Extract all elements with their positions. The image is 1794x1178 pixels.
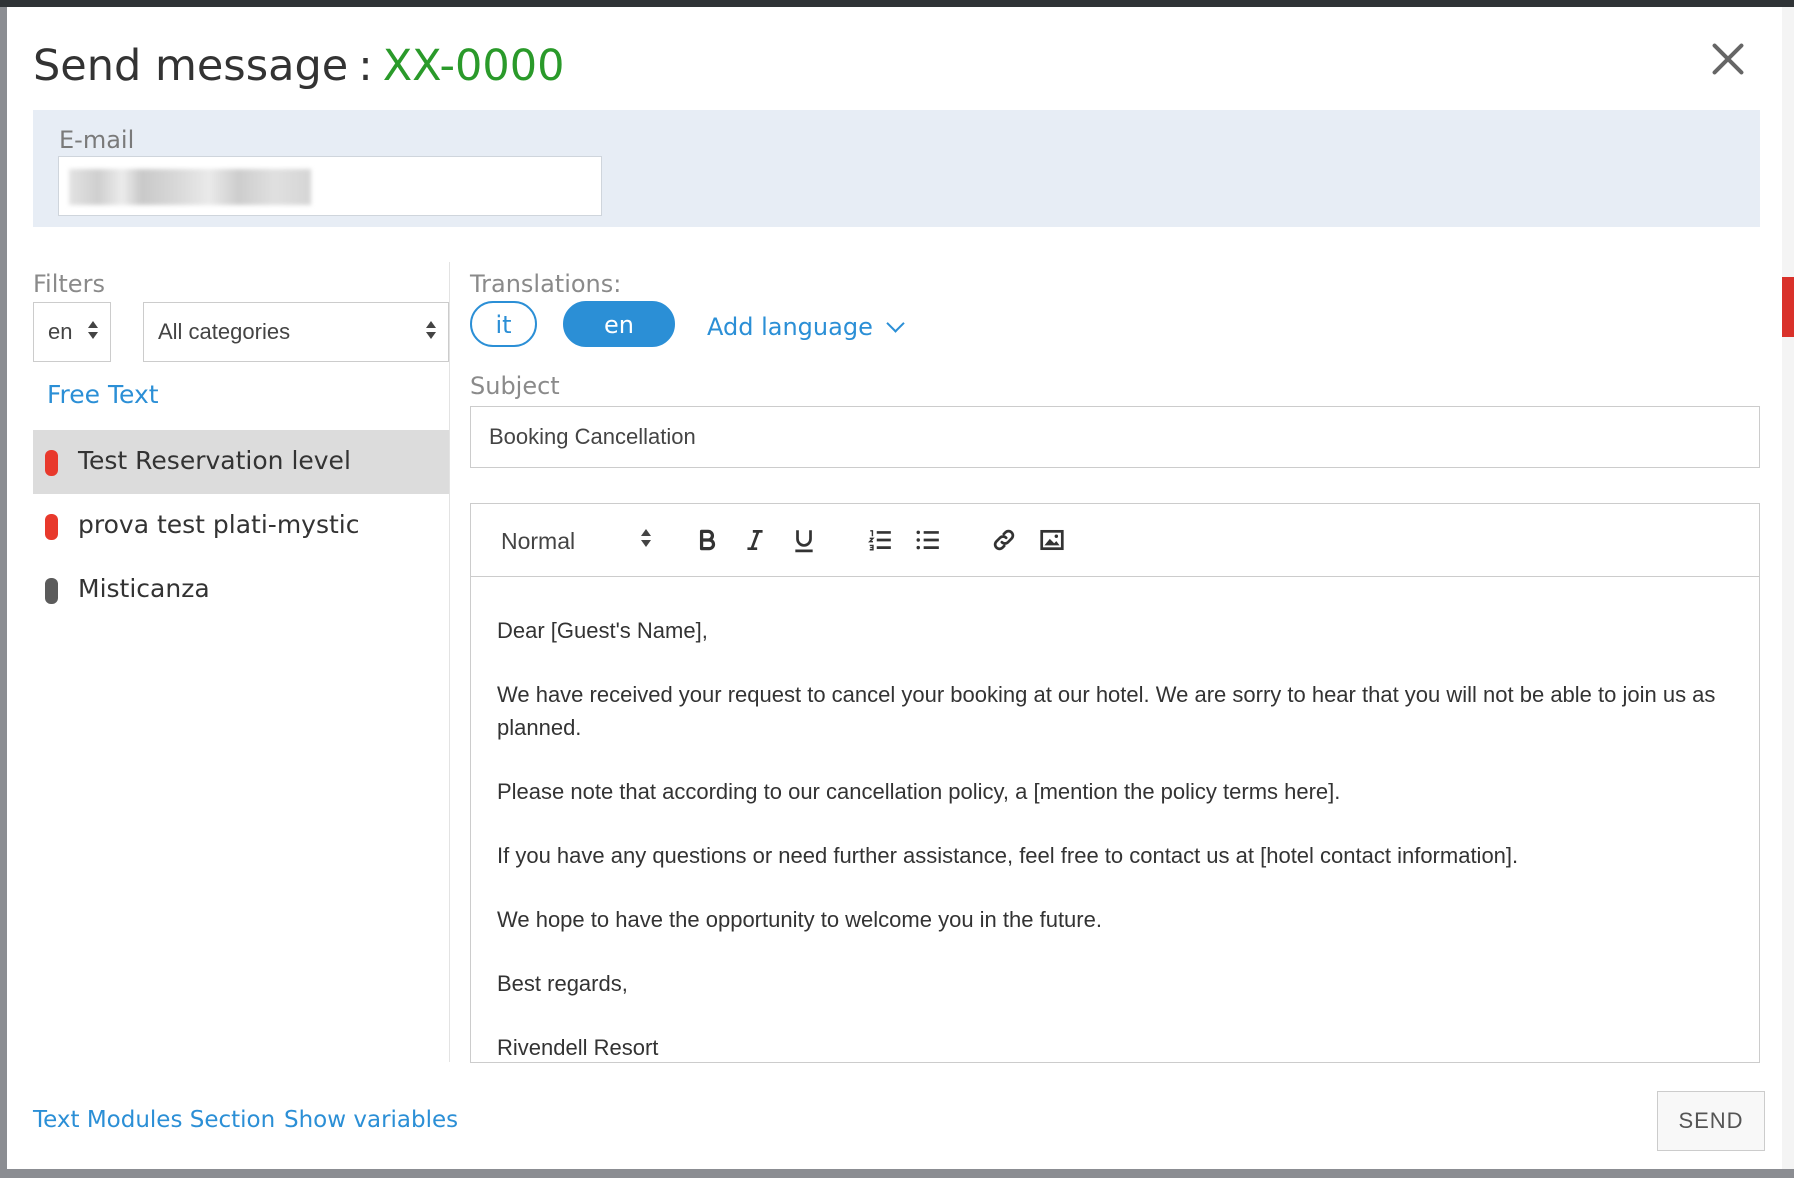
email-label: E-mail (59, 126, 135, 154)
language-filter-select[interactable] (33, 302, 111, 362)
text-format-value: Normal (501, 528, 576, 554)
editor-toolbar (471, 504, 1759, 577)
underline-icon[interactable] (786, 522, 822, 558)
message-paragraph: Dear [Guest's Name], (497, 618, 708, 643)
bold-icon[interactable] (689, 522, 725, 558)
message-paragraph: Please note that according to our cancellation policy, a [mention the policy terms here]. (497, 779, 1341, 804)
module-color-marker (45, 450, 58, 476)
language-filter-value: en (48, 319, 73, 344)
editor-content[interactable] (497, 614, 1737, 1059)
add-language-dropdown[interactable] (707, 313, 902, 341)
ordered-list-icon[interactable] (862, 522, 898, 558)
reservation-code: XX-0000 (382, 41, 565, 91)
text-modules-panel (33, 262, 450, 1062)
select-arrows-icon (641, 529, 651, 553)
chevron-down-icon (886, 314, 904, 332)
language-tab-en[interactable]: en (563, 301, 675, 347)
free-text-link[interactable]: Free Text (47, 380, 159, 409)
message-paragraph: Best regards, (497, 971, 628, 996)
add-language-label: Add language (707, 313, 873, 341)
filters-label: Filters (33, 270, 105, 298)
italic-icon[interactable] (737, 522, 773, 558)
send-message-dialog (7, 7, 1782, 1169)
bullet-list-icon[interactable] (910, 522, 946, 558)
text-modules-section-link[interactable]: Text Modules Section (33, 1107, 276, 1133)
dialog-title-text: Send message (33, 41, 349, 91)
link-icon[interactable] (986, 522, 1022, 558)
module-item-label: Misticanza (78, 574, 210, 603)
module-color-marker (45, 578, 58, 604)
email-panel (33, 110, 1760, 227)
module-item-label: Test Reservation level (78, 446, 351, 475)
close-icon[interactable] (1704, 35, 1752, 83)
subject-input[interactable]: Booking Cancellation (470, 406, 1760, 468)
message-paragraph: Rivendell Resort (497, 1035, 659, 1059)
module-list (33, 430, 449, 622)
language-tab-it[interactable]: it (470, 301, 537, 347)
message-paragraph: We hope to have the opportunity to welcome you in the future. (497, 907, 1102, 932)
background-red-tab (1782, 277, 1794, 337)
message-paragraph: We have received your request to cancel your booking at our hotel. We are sorry to hear that you will not be able to join us as planned. (497, 682, 1716, 740)
module-item-test-reservation-level[interactable] (33, 430, 449, 494)
rich-text-editor (470, 503, 1760, 1063)
dialog-title-separator: : (358, 41, 373, 91)
subject-label: Subject (470, 372, 560, 400)
select-arrows-icon (426, 321, 436, 345)
category-filter-select[interactable] (143, 302, 449, 362)
email-value-redacted (69, 169, 311, 205)
message-paragraph: If you have any questions or need further assistance, feel free to contact us at [hotel contact information]. (497, 843, 1519, 868)
module-item-label: prova test plati-mystic (78, 510, 360, 539)
category-filter-value: All categories (158, 319, 291, 344)
text-format-select[interactable] (501, 524, 651, 558)
module-item-prova-test[interactable] (33, 494, 449, 558)
background-page-edge (1782, 7, 1794, 1169)
module-color-marker (45, 514, 58, 540)
select-arrows-icon (88, 321, 98, 345)
image-icon[interactable] (1034, 522, 1070, 558)
translations-label: Translations: (470, 270, 622, 298)
dialog-title (33, 41, 564, 91)
send-button[interactable]: SEND (1657, 1091, 1765, 1151)
email-field[interactable] (58, 156, 602, 216)
backdrop (0, 0, 1794, 7)
module-item-misticanza[interactable] (33, 558, 449, 622)
show-variables-link[interactable]: Show variables (284, 1107, 459, 1133)
